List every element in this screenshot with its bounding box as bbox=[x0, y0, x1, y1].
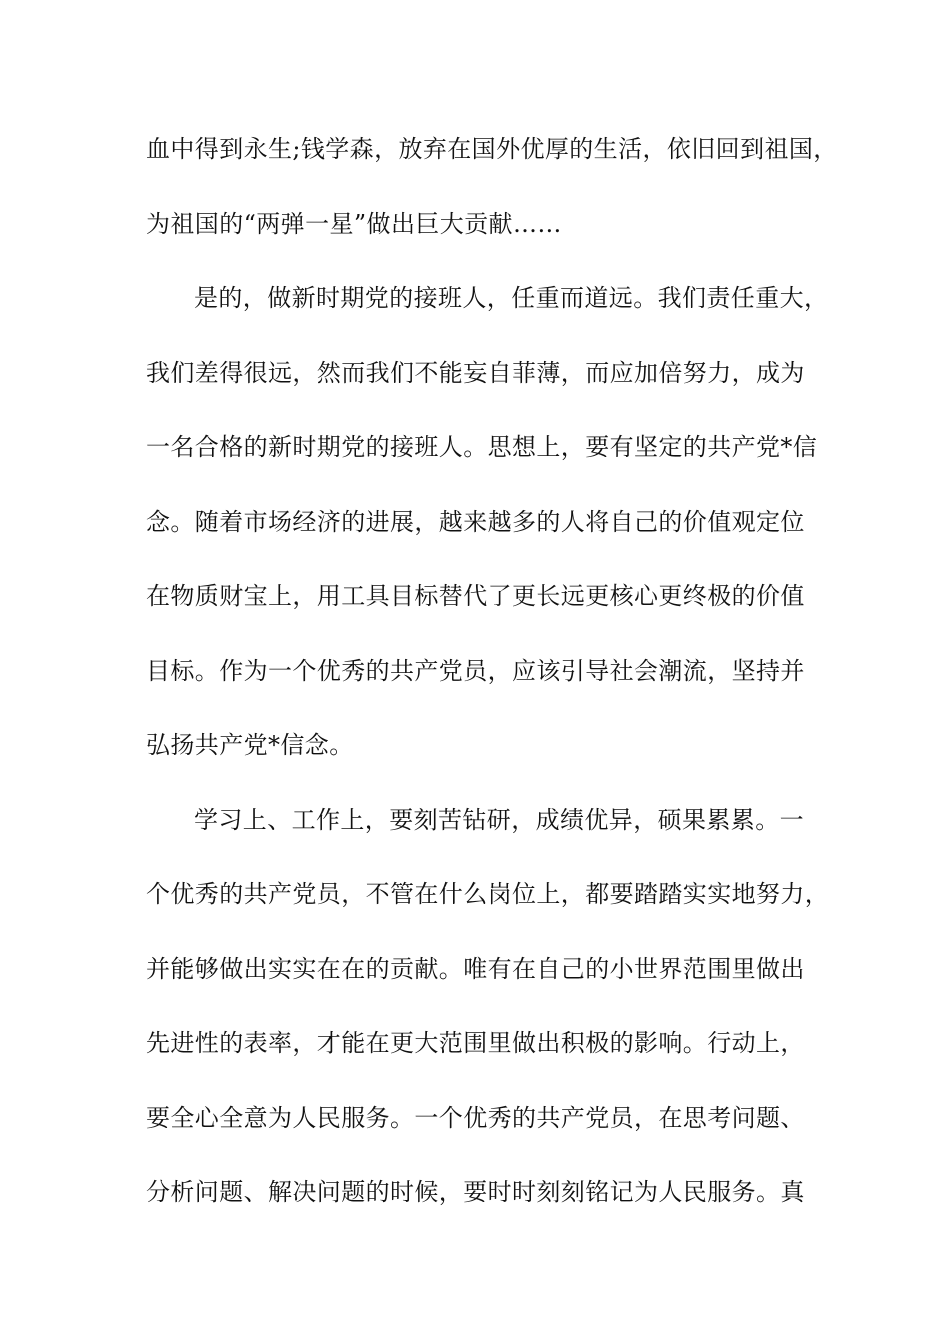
text-line: 先进性的表率，才能在更大范围里做出积极的影响。行动上， bbox=[146, 1029, 805, 1057]
text-line: 个优秀的共产党员，不管在什么岗位上，都要踏踏实实地努力， bbox=[146, 880, 830, 908]
text-line: 弘扬共产党*信念。 bbox=[146, 731, 354, 759]
body-text bbox=[146, 121, 838, 1239]
text-line: 一名合格的新时期党的接班人。思想上，要有坚定的共产党*信 bbox=[146, 433, 818, 461]
text-line: 要全心全意为人民服务。一个优秀的共产党员，在思考问题、 bbox=[146, 1103, 805, 1132]
text-line: 我们差得很远，然而我们不能妄自菲薄，而应加倍努力，成为 bbox=[146, 358, 805, 387]
text-line: 念。随着市场经济的进展，越来越多的人将自己的价值观定位 bbox=[146, 507, 805, 536]
paragraph-start-line: 是的，做新时期党的接班人，任重而道远。我们责任重大， bbox=[194, 284, 829, 312]
paragraph-start-line: 学习上、工作上，要刻苦钻研，成绩优异，硕果累累。一 bbox=[194, 805, 804, 834]
text-line: 在物质财宝上，用工具目标替代了更长远更核心更终极的价值 bbox=[146, 582, 805, 610]
text-line: 为祖国的“两弹一星”做出巨大贡献…… bbox=[146, 209, 562, 238]
text-line: 并能够做出实实在在的贡献。唯有在自己的小世界范围里做出 bbox=[146, 954, 805, 983]
text-line: 目标。作为一个优秀的共产党员，应该引导社会潮流，坚持并 bbox=[146, 656, 805, 685]
text-line: 血中得到永生;钱学森，放弃在国外优厚的生活，依旧回到祖国， bbox=[146, 135, 838, 163]
text-line: 分析问题、解决问题的时候，要时时刻刻铭记为人民服务。真 bbox=[146, 1178, 805, 1206]
